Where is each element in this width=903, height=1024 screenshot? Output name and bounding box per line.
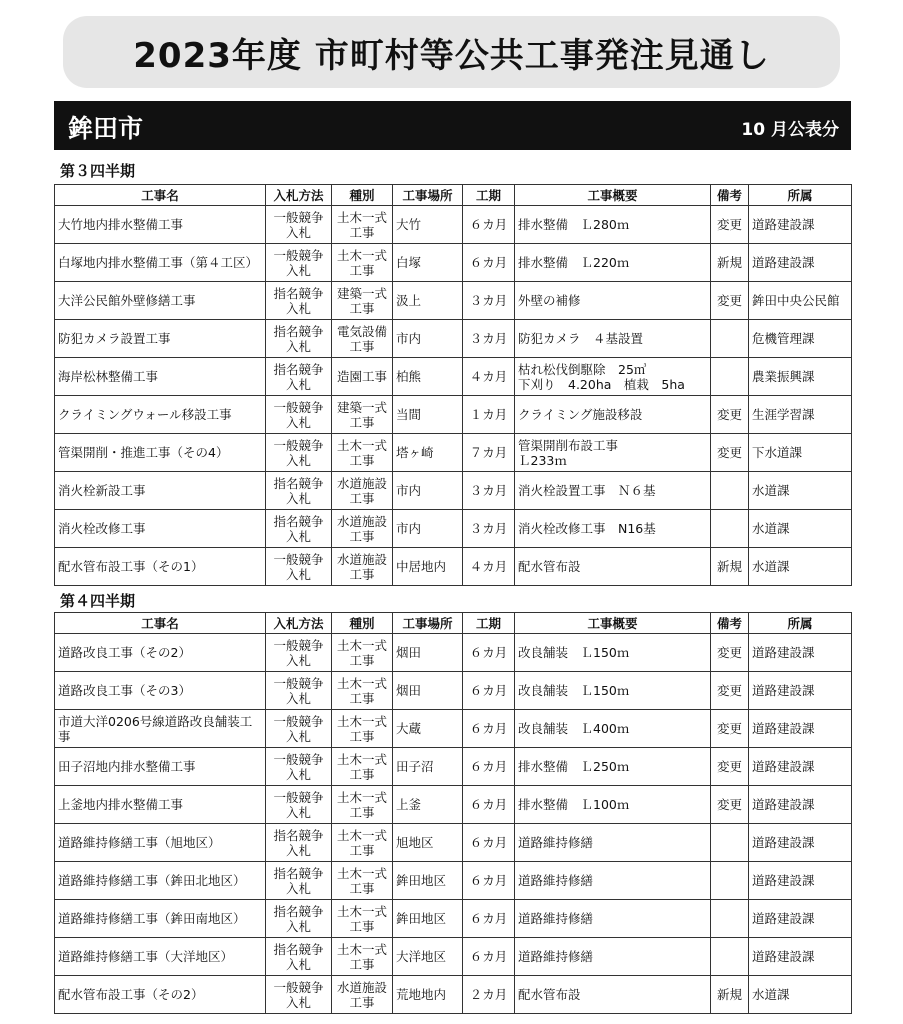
table-row [55, 358, 852, 396]
col-name-cell: 田子沼地内排水整備工事 [55, 748, 266, 786]
col-category-cell: 土木一式 工事 [332, 786, 393, 824]
col-summary-cell: 枯れ松伐倒駆除 25㎥ 下刈り 4.20ha 植栽 5ha [515, 358, 711, 396]
col-summary-cell: 排水整備 Ｌ220ｍ [515, 244, 711, 282]
city-name: 鉾田市 [68, 114, 144, 143]
col-duration-header: 工期 [463, 613, 515, 634]
col-summary-cell: 道路維持修繕 [515, 900, 711, 938]
col-bid-method-cell: 一般競争 入札 [266, 976, 332, 1014]
col-duration-cell: １カ月 [463, 396, 515, 434]
col-bid-method-cell: 一般競争 入札 [266, 786, 332, 824]
section-label-q4: 第４四半期 [60, 592, 136, 610]
col-category-header: 種別 [332, 613, 393, 634]
col-bid-method-header: 入札方法 [266, 185, 332, 206]
col-category-cell: 水道施設 工事 [332, 548, 393, 586]
col-name-cell: 上釜地内排水整備工事 [55, 786, 266, 824]
col-summary-cell: 消火栓設置工事 Ｎ６基 [515, 472, 711, 510]
col-remarks-cell [711, 824, 749, 862]
col-remarks-cell: 変更 [711, 206, 749, 244]
table-row [55, 824, 852, 862]
table-header-row [55, 185, 852, 206]
col-location-cell: 烟田 [393, 672, 463, 710]
col-bid-method-cell: 指名競争 入札 [266, 862, 332, 900]
col-bid-method-cell: 一般競争 入札 [266, 206, 332, 244]
col-name-cell: 配水管布設工事（その2） [55, 976, 266, 1014]
col-location-cell: 大蔵 [393, 710, 463, 748]
col-name-cell: クライミングウォール移設工事 [55, 396, 266, 434]
col-remarks-cell: 変更 [711, 434, 749, 472]
col-remarks-cell: 変更 [711, 634, 749, 672]
col-location-cell: 市内 [393, 472, 463, 510]
col-remarks-cell: 新規 [711, 976, 749, 1014]
col-duration-cell: ３カ月 [463, 472, 515, 510]
col-remarks-cell [711, 358, 749, 396]
col-category-cell: 土木一式 工事 [332, 938, 393, 976]
col-remarks-cell: 新規 [711, 244, 749, 282]
col-location-cell: 中居地内 [393, 548, 463, 586]
col-department-cell: 道路建設課 [749, 710, 852, 748]
col-duration-cell: ６カ月 [463, 938, 515, 976]
col-department-cell: 道路建設課 [749, 244, 852, 282]
col-category-cell: 土木一式 工事 [332, 672, 393, 710]
col-bid-method-cell: 指名競争 入札 [266, 938, 332, 976]
col-category-cell: 土木一式 工事 [332, 206, 393, 244]
col-location-cell: 鉾田地区 [393, 900, 463, 938]
col-remarks-header: 備考 [711, 185, 749, 206]
col-name-cell: 道路改良工事（その2） [55, 634, 266, 672]
table-row [55, 748, 852, 786]
col-bid-method-cell: 一般競争 入札 [266, 672, 332, 710]
col-remarks-cell [711, 472, 749, 510]
col-duration-cell: ６カ月 [463, 244, 515, 282]
col-category-cell: 土木一式 工事 [332, 824, 393, 862]
col-bid-method-cell: 一般競争 入札 [266, 244, 332, 282]
col-duration-cell: ６カ月 [463, 900, 515, 938]
col-category-cell: 水道施設 工事 [332, 472, 393, 510]
col-category-cell: 土木一式 工事 [332, 710, 393, 748]
col-department-cell: 下水道課 [749, 434, 852, 472]
table-row [55, 710, 852, 748]
section-label-q3: 第３四半期 [60, 162, 136, 180]
col-remarks-cell [711, 510, 749, 548]
col-name-cell: 市道大洋0206号線道路改良舗装工事 [55, 710, 266, 748]
publish-note: 10 月公表分 [741, 120, 839, 140]
table-row [55, 634, 852, 672]
col-location-cell: 烟田 [393, 634, 463, 672]
col-bid-method-cell: 指名競争 入札 [266, 358, 332, 396]
col-location-cell: 市内 [393, 510, 463, 548]
table-row [55, 206, 852, 244]
col-summary-cell: 防犯カメラ ４基設置 [515, 320, 711, 358]
col-remarks-header: 備考 [711, 613, 749, 634]
col-summary-header: 工事概要 [515, 185, 711, 206]
col-summary-cell: 排水整備 Ｌ280ｍ [515, 206, 711, 244]
table-row [55, 472, 852, 510]
col-location-cell: 柏熊 [393, 358, 463, 396]
col-department-cell: 道路建設課 [749, 206, 852, 244]
col-location-cell: 大竹 [393, 206, 463, 244]
table-row [55, 672, 852, 710]
col-duration-cell: ６カ月 [463, 672, 515, 710]
col-department-cell: 道路建設課 [749, 748, 852, 786]
col-remarks-cell: 変更 [711, 748, 749, 786]
col-bid-method-cell: 一般競争 入札 [266, 634, 332, 672]
col-name-cell: 道路維持修繕工事（鉾田南地区） [55, 900, 266, 938]
col-category-cell: 水道施設 工事 [332, 976, 393, 1014]
col-department-cell: 水道課 [749, 472, 852, 510]
col-name-cell: 海岸松林整備工事 [55, 358, 266, 396]
col-duration-cell: ３カ月 [463, 320, 515, 358]
col-name-cell: 管渠開削・推進工事（その4） [55, 434, 266, 472]
col-category-cell: 土木一式 工事 [332, 434, 393, 472]
col-duration-cell: ２カ月 [463, 976, 515, 1014]
table-row [55, 434, 852, 472]
col-department-cell: 道路建設課 [749, 824, 852, 862]
col-bid-method-cell: 指名競争 入札 [266, 824, 332, 862]
table-row [55, 282, 852, 320]
col-summary-cell: 排水整備 Ｌ100ｍ [515, 786, 711, 824]
col-remarks-cell [711, 938, 749, 976]
col-name-cell: 防犯カメラ設置工事 [55, 320, 266, 358]
col-duration-cell: ６カ月 [463, 634, 515, 672]
col-remarks-cell: 変更 [711, 672, 749, 710]
col-department-cell: 道路建設課 [749, 634, 852, 672]
col-duration-cell: ６カ月 [463, 710, 515, 748]
col-location-cell: 上釜 [393, 786, 463, 824]
col-name-cell: 道路維持修繕工事（大洋地区） [55, 938, 266, 976]
col-remarks-cell [711, 862, 749, 900]
col-bid-method-cell: 指名競争 入札 [266, 900, 332, 938]
col-category-cell: 土木一式 工事 [332, 244, 393, 282]
col-department-cell: 水道課 [749, 976, 852, 1014]
col-summary-cell: 外壁の補修 [515, 282, 711, 320]
col-location-cell: 鉾田地区 [393, 862, 463, 900]
col-category-cell: 水道施設 工事 [332, 510, 393, 548]
col-category-cell: 電気設備 工事 [332, 320, 393, 358]
col-category-cell: 土木一式 工事 [332, 862, 393, 900]
col-remarks-cell: 変更 [711, 396, 749, 434]
col-location-cell: 大洋地区 [393, 938, 463, 976]
table-row [55, 862, 852, 900]
col-remarks-cell [711, 900, 749, 938]
col-duration-cell: ６カ月 [463, 786, 515, 824]
col-duration-cell: ６カ月 [463, 748, 515, 786]
col-bid-method-cell: 指名競争 入札 [266, 472, 332, 510]
col-location-cell: 荒地地内 [393, 976, 463, 1014]
col-name-header: 工事名 [55, 185, 266, 206]
col-summary-cell: 道路維持修繕 [515, 824, 711, 862]
col-department-cell: 危機管理課 [749, 320, 852, 358]
col-category-cell: 建築一式 工事 [332, 396, 393, 434]
table-row [55, 244, 852, 282]
col-department-cell: 水道課 [749, 510, 852, 548]
col-name-header: 工事名 [55, 613, 266, 634]
col-department-cell: 道路建設課 [749, 900, 852, 938]
col-duration-cell: ７カ月 [463, 434, 515, 472]
col-category-cell: 造園工事 [332, 358, 393, 396]
col-summary-cell: 配水管布設 [515, 548, 711, 586]
table-row [55, 976, 852, 1014]
col-category-cell: 土木一式 工事 [332, 634, 393, 672]
col-location-cell: 汲上 [393, 282, 463, 320]
col-category-cell: 土木一式 工事 [332, 900, 393, 938]
col-duration-header: 工期 [463, 185, 515, 206]
col-location-cell: 塔ヶ崎 [393, 434, 463, 472]
col-duration-cell: ６カ月 [463, 824, 515, 862]
col-name-cell: 消火栓新設工事 [55, 472, 266, 510]
table-row [55, 320, 852, 358]
col-remarks-cell: 変更 [711, 786, 749, 824]
col-bid-method-cell: 一般競争 入札 [266, 434, 332, 472]
col-department-cell: 道路建設課 [749, 862, 852, 900]
col-summary-cell: 道路維持修繕 [515, 862, 711, 900]
col-department-cell: 道路建設課 [749, 938, 852, 976]
col-summary-cell: クライミング施設移設 [515, 396, 711, 434]
col-summary-cell: 改良舗装 Ｌ150ｍ [515, 634, 711, 672]
col-bid-method-cell: 一般競争 入札 [266, 396, 332, 434]
table-q4 [54, 612, 852, 1014]
col-summary-cell: 消火栓改修工事 N16基 [515, 510, 711, 548]
col-department-cell: 農業振興課 [749, 358, 852, 396]
col-category-cell: 建築一式 工事 [332, 282, 393, 320]
col-name-cell: 大洋公民館外壁修繕工事 [55, 282, 266, 320]
col-bid-method-cell: 一般競争 入札 [266, 710, 332, 748]
col-location-cell: 市内 [393, 320, 463, 358]
table-row [55, 548, 852, 586]
col-duration-cell: ４カ月 [463, 548, 515, 586]
col-summary-cell: 管渠開削布設工事 Ｌ233ｍ [515, 434, 711, 472]
col-bid-method-cell: 指名競争 入札 [266, 282, 332, 320]
table-row [55, 938, 852, 976]
col-duration-cell: ６カ月 [463, 206, 515, 244]
col-category-header: 種別 [332, 185, 393, 206]
col-name-cell: 白塚地内排水整備工事（第４工区） [55, 244, 266, 282]
col-department-header: 所属 [749, 185, 852, 206]
col-name-cell: 大竹地内排水整備工事 [55, 206, 266, 244]
table-row [55, 510, 852, 548]
col-location-cell: 当間 [393, 396, 463, 434]
col-name-cell: 道路維持修繕工事（旭地区） [55, 824, 266, 862]
city-header-bar [54, 101, 851, 150]
col-name-cell: 配水管布設工事（その1） [55, 548, 266, 586]
col-duration-cell: ４カ月 [463, 358, 515, 396]
col-summary-cell: 配水管布設 [515, 976, 711, 1014]
col-remarks-cell: 新規 [711, 548, 749, 586]
col-location-cell: 田子沼 [393, 748, 463, 786]
col-name-cell: 道路維持修繕工事（鉾田北地区） [55, 862, 266, 900]
col-summary-cell: 排水整備 Ｌ250ｍ [515, 748, 711, 786]
col-remarks-cell: 変更 [711, 710, 749, 748]
col-location-cell: 旭地区 [393, 824, 463, 862]
col-category-cell: 土木一式 工事 [332, 748, 393, 786]
col-duration-cell: ３カ月 [463, 282, 515, 320]
col-summary-cell: 改良舗装 Ｌ400ｍ [515, 710, 711, 748]
col-bid-method-header: 入札方法 [266, 613, 332, 634]
col-location-header: 工事場所 [393, 185, 463, 206]
col-bid-method-cell: 一般競争 入札 [266, 548, 332, 586]
table-header-row [55, 613, 852, 634]
page-title: 2023年度 市町村等公共工事発注見通し [133, 35, 770, 76]
col-duration-cell: ３カ月 [463, 510, 515, 548]
table-row [55, 900, 852, 938]
col-bid-method-cell: 一般競争 入札 [266, 748, 332, 786]
col-remarks-cell: 変更 [711, 282, 749, 320]
col-department-cell: 水道課 [749, 548, 852, 586]
title-banner [63, 16, 840, 88]
col-department-cell: 生涯学習課 [749, 396, 852, 434]
col-name-cell: 消火栓改修工事 [55, 510, 266, 548]
col-summary-header: 工事概要 [515, 613, 711, 634]
col-bid-method-cell: 指名競争 入札 [266, 510, 332, 548]
table-row [55, 396, 852, 434]
col-department-cell: 道路建設課 [749, 786, 852, 824]
col-department-cell: 鉾田中央公民館 [749, 282, 852, 320]
col-name-cell: 道路改良工事（その3） [55, 672, 266, 710]
col-department-header: 所属 [749, 613, 852, 634]
col-summary-cell: 道路維持修繕 [515, 938, 711, 976]
col-location-header: 工事場所 [393, 613, 463, 634]
col-summary-cell: 改良舗装 Ｌ150ｍ [515, 672, 711, 710]
col-department-cell: 道路建設課 [749, 672, 852, 710]
table-q3 [54, 184, 852, 586]
table-row [55, 786, 852, 824]
col-bid-method-cell: 指名競争 入札 [266, 320, 332, 358]
col-location-cell: 白塚 [393, 244, 463, 282]
col-remarks-cell [711, 320, 749, 358]
col-duration-cell: ６カ月 [463, 862, 515, 900]
